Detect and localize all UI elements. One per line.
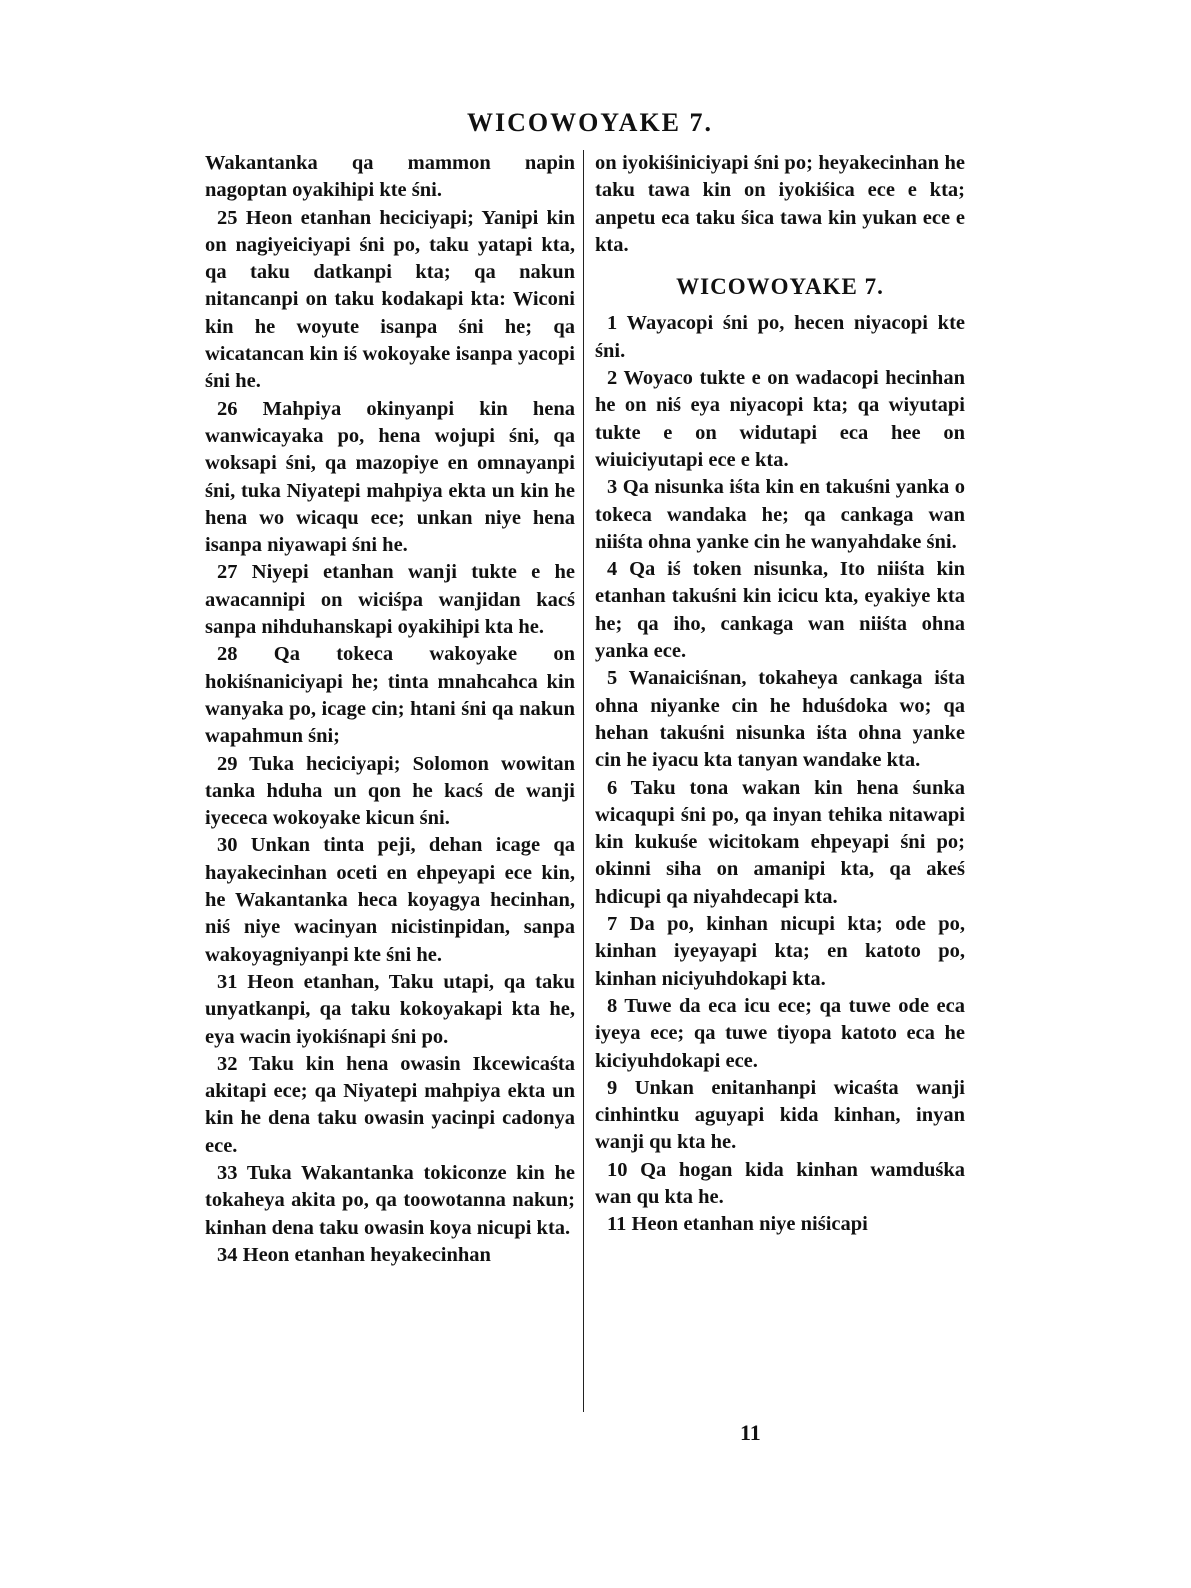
right-verse-5: 5 Wanaiciśnan, tokaheya cankaga iśta ohna niyanke cin he hduśdoka wo; qa hehan takuśni nisunka iśta ohna yanke cin he iyacu kta tanyan wandake kta. (595, 667, 965, 772)
chapter-heading: WICOWOYAKE 7. (676, 274, 884, 300)
left-verse-33: 33 Tuka Wakantanka tokiconze kin he tokaheya akita po, qa toowotanna nakun; kinhan dena taku owasin koya nicupi kta. (205, 1161, 575, 1239)
right-verse-11: 11 Heon etanhan niye niśicapi (607, 1213, 868, 1236)
signature-mark: 11 (740, 1420, 761, 1445)
left-verse-30: 30 Unkan tinta peji, dehan icage qa hayakecinhan oceti en ehpeyapi ece kin, he Wakantanka heca koyagya hecinhan, niś niye wacinyan nicistinpidan, sanpa wakoyagniyanpi kte śni he. (205, 834, 575, 966)
right-verse-4: 4 Qa iś token nisunka, Ito niiśta kin etanhan takuśni kin icicu kta, eyakiye kta he; qa iho, cankaga wan niiśta ohna yanka ece. (595, 558, 965, 663)
right-verse-6: 6 Taku tona wakan kin hena śunka wicaqupi śni po, qa inyan tehika nitawapi kin kukuśe wicitokam ehpeyapi śni po; okinni siha on amanipi kta, qa akeś hdicupi qa niyahdecapi kta. (595, 776, 965, 908)
left-verse-25: 25 Heon etanhan heciciyapi; Yanipi kin on nagiyeiciyapi śni po, taku yatapi kta, qa taku datkanpi kta; qa nakun nitancanpi on taku kodakapi kta: Wiconi kin he woyute isanpa śni he; qa wicatancan kin iś wokoyake isanpa yacopi śni he. (205, 206, 575, 393)
left-verse-27: 27 Niyepi etanhan wanji tukte e he awacannipi on wiciśpa wanjidan kacś sanpa nihduhanskapi oyakihipi kta he. (205, 561, 575, 639)
right-verse-7: 7 Da po, kinhan nicupi kta; ode po, kinhan iyeyayapi kta; en katoto po, kinhan niciyuhdokapi kta. (595, 913, 965, 990)
left-verse-28: 28 Qa tokeca wakoyake on hokiśnaniciyapi he; tinta mnahcahca kin wanyaka po, icage cin; htani śni qa nakun wapahmun śni; (205, 643, 575, 748)
column-divider (583, 150, 584, 1412)
left-column (205, 150, 575, 1269)
right-verse-9: 9 Unkan enitanhanpi wicaśta wanji cinhintku aguyapi kida kinhan, inyan wanji qu kta he. (595, 1076, 965, 1154)
right-verse-10: 10 Qa hogan kida kinhan wamduśka wan qu kta he. (595, 1158, 965, 1208)
right-verse-3: 3 Qa nisunka iśta kin en takuśni yanka o tokeca wandaka he; qa cankaga wan niiśta ohna yanke cin he wanyahdake śni. (595, 476, 965, 553)
left-verse-34: 34 Heon etanhan heyakecinhan (217, 1243, 491, 1266)
left-para-0: Wakantanka qa mammon napin nagoptan oyakihipi kte śni. (205, 152, 575, 202)
left-verse-32: 32 Taku kin hena owasin Ikcewicaśta akitapi ece; qa Niyatepi mahpiya ekta un kin he dena taku owasin yacinpi cadonya ece. (205, 1052, 575, 1157)
right-verse-8: 8 Tuwe da eca icu ece; qa tuwe ode eca iyeya ece; qa tuwe tiyopa katoto eca he kiciyuhdokapi ece. (595, 994, 965, 1072)
right-para-0: on iyokiśiniciyapi śni po; heyakecinhan he taku tawa kin on iyokiśica ece e kta; anpetu eca taku śica tawa kin yukan ece e kta. (595, 152, 965, 256)
left-verse-26: 26 Mahpiya okinyanpi kin hena wanwicayaka po, hena wojupi śni, qa woksapi śni, qa mazopiye en omnayanpi śni, tuka Niyatepi mahpiya ekta un kin he hena wo wicaqu ece; unkan niye hena isanpa niyawapi śni he. (205, 397, 575, 557)
right-verse-1: 1 Wayacopi śni po, hecen niyacopi kte śni. (595, 312, 965, 362)
left-verse-29: 29 Tuka heciciyapi; Solomon wowitan tanka hduha un qon he kacś de wanji iyececa wokoyake kicun śni. (205, 752, 575, 830)
page-title: WICOWOYAKE 7. (466, 108, 714, 137)
left-verse-31: 31 Heon etanhan, Taku utapi, qa taku unyatkanpi, qa taku kokoyakapi kta he, eya wacin iyokiśnapi śni po. (205, 970, 575, 1048)
right-verse-2: 2 Woyaco tukte e on wadacopi hecinhan he on niś eya niyacopi kta; qa wiyutapi tukte e on widutapi eca hee on wiuiciyutapi ece e kta. (595, 367, 965, 471)
right-column (595, 150, 965, 1239)
